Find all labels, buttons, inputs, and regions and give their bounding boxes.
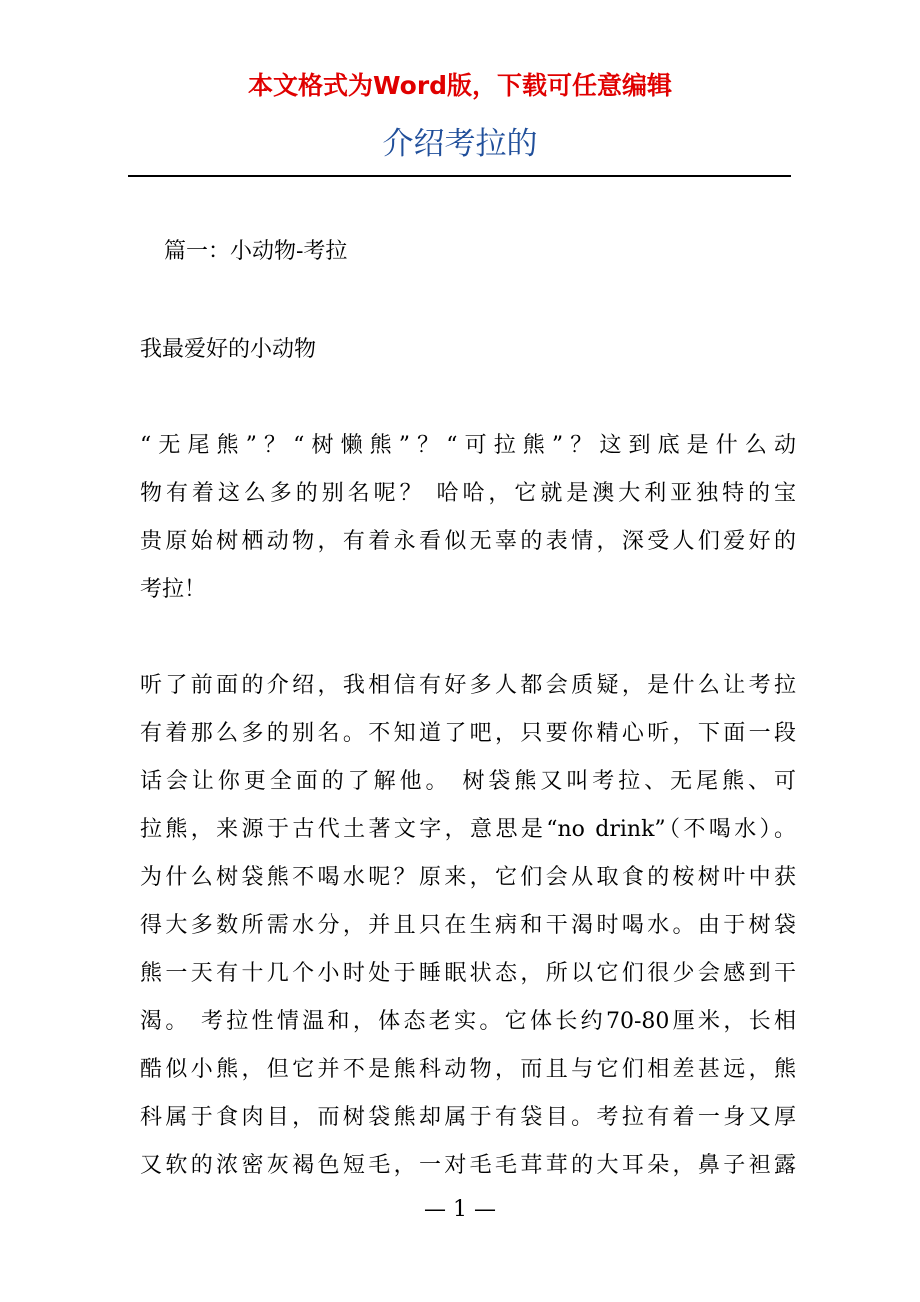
paragraph-line: 熊一天有十几个小时处于睡眠状态，所以它们很少会感到干 [140,961,796,986]
paragraph-line: 有着那么多的别名。不知道了吧，只要你精心听，下面一段 [140,721,796,746]
paragraph-line: 听了前面的介绍，我相信有好多人都会质疑，是什么让考拉 [140,673,796,698]
title-divider [128,175,791,177]
paragraph-line: 考拉！ [140,577,207,602]
paragraph-favorite [140,326,796,374]
paragraph-line: 物有着这么多的别名呢？ 哈哈，它就是澳大利亚独特的宝 [140,481,796,506]
paragraph-line: 话会让你更全面的了解他。 树袋熊又叫考拉、无尾熊、可 [140,769,796,794]
paragraph-line: 为什么树袋熊不喝水呢？原来，它们会从取食的桉树叶中获 [140,865,796,890]
paragraph-line: 酷似小熊，但它并不是熊科动物，而且与它们相差甚远，熊 [140,1057,796,1082]
paragraph-line: 我最爱好的小动物 [140,337,317,362]
format-notice: 本文格式为Word版，下载可任意编辑 [247,71,673,100]
paragraph-description [140,662,796,1190]
paragraph-line: 贵原始树栖动物，有着永看似无辜的表情，深受人们爱好的 [140,529,796,554]
paragraph-line: 拉熊，来源于古代土著文字，意思是“no drink”（不喝水）。 [140,817,796,842]
paragraph-nicknames [140,422,796,614]
document-title: 介绍考拉的 [382,126,538,162]
paragraph-line: 得大多数所需水分，并且只在生病和干渴时喝水。由于树袋 [140,913,796,938]
page-number: — 1 — [424,1197,496,1222]
paragraph-line: “无尾熊”？“树懒熊”？“可拉熊”？这到底是什么动 [140,433,796,458]
paragraph-line: 科属于食肉目，而树袋熊却属于有袋目。考拉有着一身又厚 [140,1105,796,1130]
paragraph-line: 又软的浓密灰褐色短毛，一对毛毛茸茸的大耳朵，鼻子袒露 [140,1153,796,1178]
paragraph-line: 渴。 考拉性情温和，体态老实。它体长约70-80厘米，长相 [140,1009,796,1034]
section-heading: 篇一：小动物-考拉 [164,239,348,264]
